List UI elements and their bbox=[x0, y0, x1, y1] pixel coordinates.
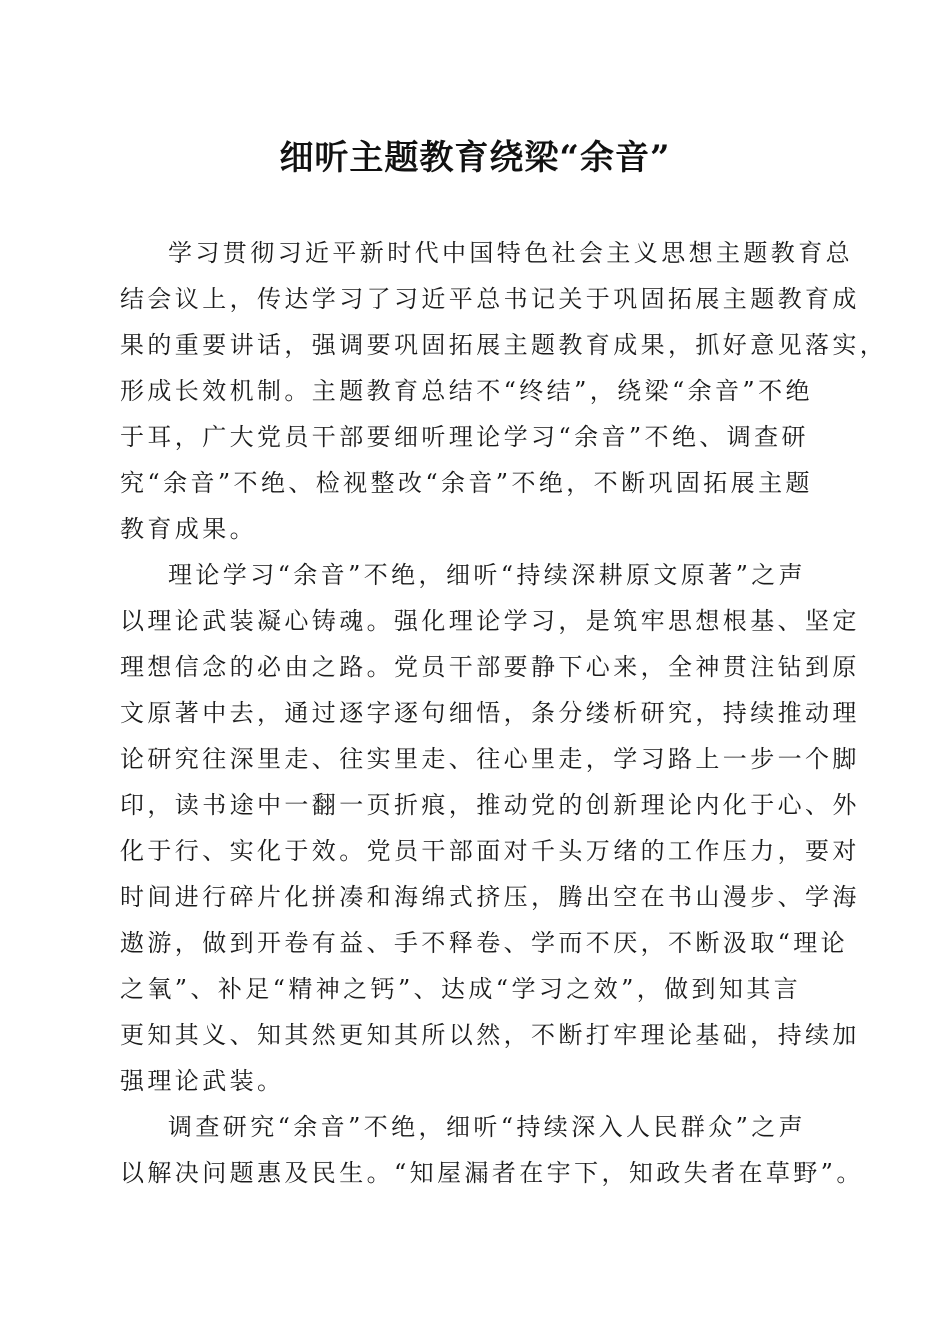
text-line: 更知其义、知其然更知其所以然，不断打牢理论基础，持续加 bbox=[120, 1021, 860, 1049]
text-line: 之氧”、补足“精神之钙”、达成“学习之效”，做到知其言 bbox=[120, 975, 802, 1003]
text-line: 于耳，广大党员干部要细听理论学习“余音”不绝、调查研 bbox=[120, 423, 809, 451]
text-line: 调查研究“余音”不绝，细听“持续深入人民群众”之声 bbox=[168, 1113, 807, 1141]
text-line: 强理论武装。 bbox=[120, 1067, 285, 1095]
document-body bbox=[120, 230, 888, 1196]
text-line: 理论学习“余音”不绝，细听“持续深耕原文原著”之声 bbox=[168, 561, 807, 589]
text-line: 以理论武装凝心铸魂。强化理论学习，是筑牢思想根基、坚定 bbox=[120, 607, 860, 635]
text-line: 究“余音”不绝、检视整改“余音”不绝，不断巩固拓展主题 bbox=[120, 469, 813, 497]
text-line: 论研究往深里走、往实里走、往心里走，学习路上一步一个脚 bbox=[120, 745, 860, 773]
paragraph-intro bbox=[120, 230, 888, 552]
text-line: 化于行、实化于效。党员干部面对千头万绪的工作压力，要对 bbox=[120, 837, 860, 865]
text-line: 结会议上，传达学习了习近平总书记关于巩固拓展主题教育成 bbox=[120, 285, 860, 313]
text-line: 以解决问题惠及民生。“知屋漏者在宇下，知政失者在草野”。 bbox=[120, 1159, 864, 1187]
document-title: 细听主题教育绕梁“余音” bbox=[279, 138, 671, 178]
text-line: 理想信念的必由之路。党员干部要静下心来，全神贯注钻到原 bbox=[120, 653, 860, 681]
text-line: 文原著中去，通过逐字逐句细悟，条分缕析研究，持续推动理 bbox=[120, 699, 860, 727]
text-line: 印，读书途中一翻一页折痕，推动党的创新理论内化于心、外 bbox=[120, 791, 860, 819]
text-line: 果的重要讲话，强调要巩固拓展主题教育成果，抓好意见落实， bbox=[120, 331, 888, 359]
paragraph-theory-study bbox=[120, 552, 860, 1104]
text-line: 学习贯彻习近平新时代中国特色社会主义思想主题教育总 bbox=[168, 239, 853, 267]
paragraph-investigation bbox=[120, 1104, 864, 1196]
text-line: 时间进行碎片化拼凑和海绵式挤压，腾出空在书山漫步、学海 bbox=[120, 883, 860, 911]
text-line: 教育成果。 bbox=[120, 515, 257, 543]
text-line: 遨游，做到开卷有益、手不释卷、学而不厌，不断汲取“理论 bbox=[120, 929, 849, 957]
text-line: 形成长效机制。主题教育总结不“终结”，绕梁“余音”不绝 bbox=[120, 377, 813, 405]
